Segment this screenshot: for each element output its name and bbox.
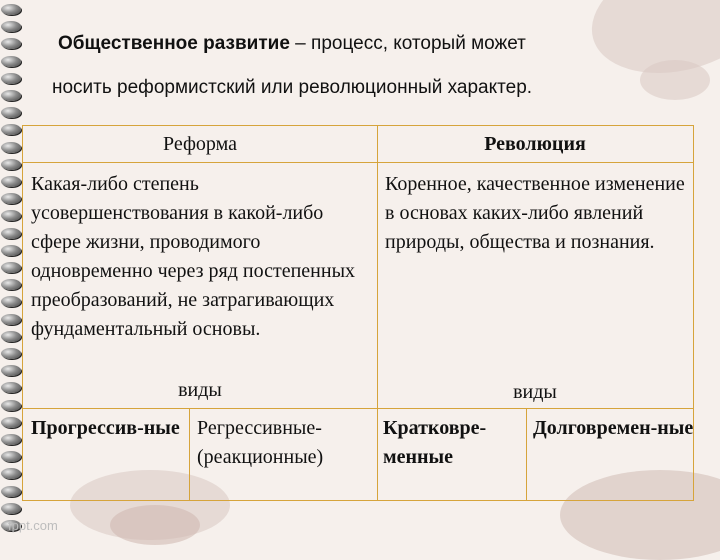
reform-definition: Какая-либо степень усовершенствования в какой-либо сфере жизни, проводимого одновременно через ряд постепенных преобразований, не затрагивающих фундаментальный основы.	[31, 173, 356, 340]
comparison-table	[22, 125, 694, 501]
header-reform: Реформа	[162, 133, 238, 155]
binding-ring	[1, 56, 21, 67]
binding-ring	[1, 193, 21, 204]
column-divider	[189, 408, 190, 500]
reform-types-label: виды	[178, 379, 222, 401]
binding-ring	[1, 228, 21, 239]
binding-ring	[1, 486, 21, 497]
reform-type-progressive: Прогрессив-ные	[31, 417, 180, 439]
revolution-definition: Коренное, качественное изменение в основах каких-либо явлений природы, общества и познания.	[385, 173, 685, 253]
heading-term: Общественное развитие	[58, 33, 290, 54]
heading-definition: – процесс, который может	[289, 33, 526, 54]
heading-line-1	[58, 22, 698, 66]
binding-ring	[1, 262, 21, 273]
binding-ring	[1, 400, 21, 411]
binding-ring	[1, 38, 21, 49]
binding-ring	[1, 434, 21, 445]
binding-ring	[1, 159, 21, 170]
binding-ring	[1, 382, 21, 393]
ink-splatter	[110, 505, 200, 545]
row-divider	[23, 162, 693, 163]
binding-ring	[1, 176, 21, 187]
column-divider	[526, 408, 527, 500]
binding-ring	[1, 4, 21, 15]
binding-ring	[1, 210, 21, 221]
slide-heading	[52, 22, 698, 110]
binding-ring	[1, 417, 21, 428]
binding-ring	[1, 107, 21, 118]
binding-ring	[1, 331, 21, 342]
binding-ring	[1, 124, 21, 135]
binding-ring	[1, 503, 21, 514]
row-divider	[23, 408, 693, 409]
binding-ring	[1, 142, 21, 153]
binding-ring	[1, 90, 21, 101]
binding-ring	[1, 365, 21, 376]
reform-type-regressive: Регрессивные-(реакционные)	[197, 417, 324, 468]
binding-ring	[1, 468, 21, 479]
binding-ring	[1, 245, 21, 256]
binding-ring	[1, 451, 21, 462]
heading-line-2: носить реформистский или революционный характер.	[52, 77, 533, 98]
binding-ring	[1, 348, 21, 359]
revolution-types-label: виды	[513, 381, 557, 403]
binding-ring	[1, 73, 21, 84]
binding-ring	[1, 314, 21, 325]
revolution-type-long: Долговремен-ные	[533, 417, 694, 439]
binding-ring	[1, 21, 21, 32]
spiral-binding	[0, 0, 24, 540]
column-divider	[377, 126, 378, 500]
binding-ring	[1, 279, 21, 290]
watermark: fppt.com	[8, 518, 58, 533]
header-revolution: Революция	[484, 133, 586, 155]
binding-ring	[1, 296, 21, 307]
revolution-type-short: Кратковре-менные	[383, 417, 487, 468]
